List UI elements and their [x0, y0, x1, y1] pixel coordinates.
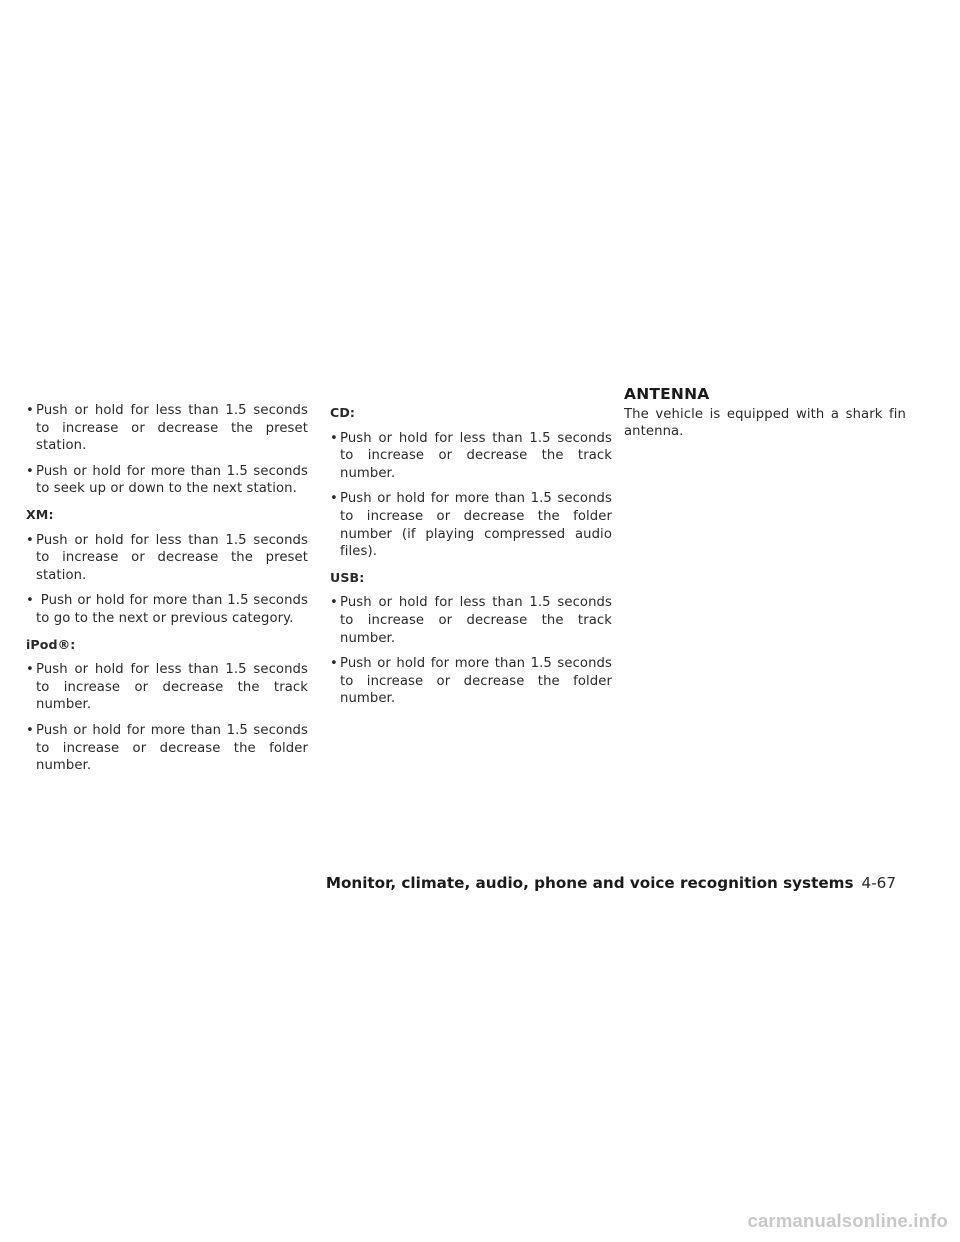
- column-middle: [330, 402, 612, 716]
- antenna-paragraph: The vehicle is equipped with a shark fin antenna.: [624, 406, 906, 440]
- page-number: 4-67: [861, 874, 896, 892]
- list-item: • Push or hold for less than 1.5 seconds to increase or decrease the track number.: [330, 430, 612, 483]
- cd-heading: CD:: [330, 405, 356, 420]
- list-item: • Push or hold for more than 1.5 seconds to increase or decrease the folder number.: [330, 655, 612, 708]
- column-right: [624, 386, 906, 441]
- footer-chapter-title: Monitor, climate, audio, phone and voice recognition systems: [325, 874, 854, 892]
- list-item: • Push or hold for more than 1.5 seconds to increase or decrease the folder number (if playing compressed audio files).: [330, 490, 612, 560]
- list-item: • Push or hold for more than 1.5 seconds to increase or decrease the folder number.: [26, 722, 308, 775]
- watermark: carmanualsonline.info: [747, 1210, 948, 1231]
- ipod-heading: iPod®:: [26, 636, 76, 652]
- list-item: • Push or hold for less than 1.5 seconds to increase or decrease the preset station.: [26, 532, 308, 585]
- column-left: [26, 402, 308, 783]
- list-item: • Push or hold for more than 1.5 seconds to go to the next or previous category.: [26, 592, 308, 627]
- list-item: • Push or hold for less than 1.5 seconds to increase or decrease the track number.: [330, 594, 612, 647]
- page-footer: [0, 874, 896, 892]
- list-item: • Push or hold for less than 1.5 seconds to increase or decrease the preset station.: [26, 402, 308, 455]
- xm-heading: XM:: [26, 506, 54, 522]
- antenna-section-title: ANTENNA: [624, 385, 710, 403]
- usb-heading: USB:: [330, 569, 365, 585]
- list-item: • Push or hold for more than 1.5 seconds to seek up or down to the next station.: [26, 463, 308, 498]
- list-item: • Push or hold for less than 1.5 seconds to increase or decrease the track number.: [26, 661, 308, 714]
